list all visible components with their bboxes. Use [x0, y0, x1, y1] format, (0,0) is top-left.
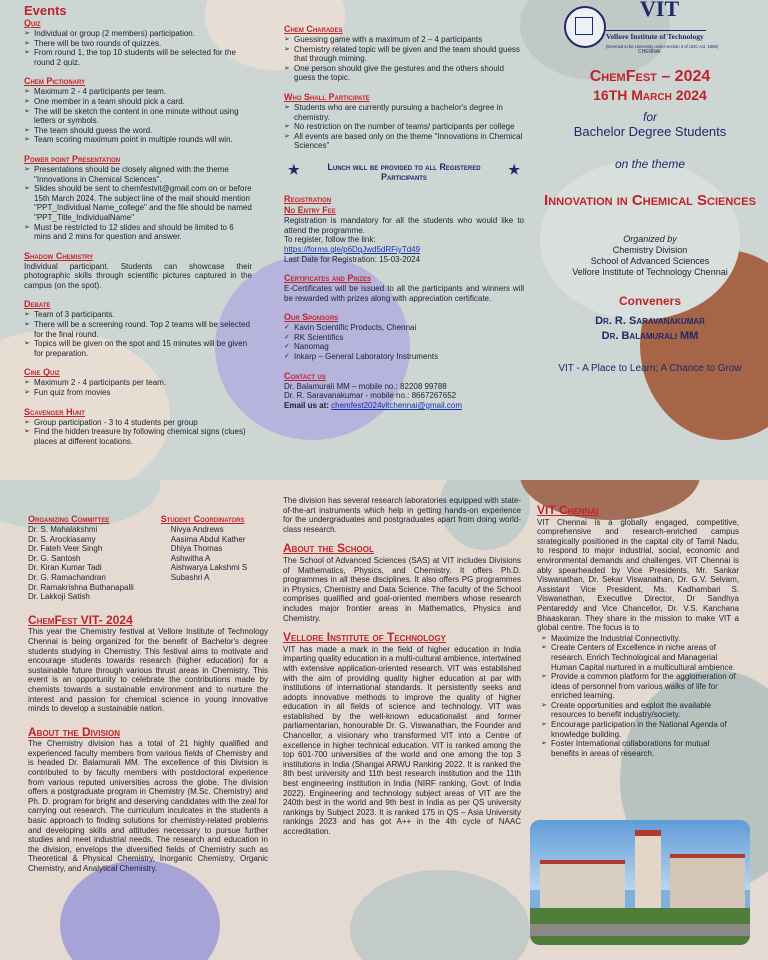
shadow-text: Individual participant. Students can showcase their photographic skills through scientific pictures captured in the campus (on the spot). [24, 261, 252, 290]
vit-title: Vellore Institute of Technology [283, 630, 446, 645]
list-item: ✓ RK Scientifics [294, 333, 524, 343]
list-item: ➢ Students who are currently pursuing a bachelor's degree in chemistry. [294, 103, 524, 122]
list-item: ➢ Must be restricted to 12 slides and should be limited to 6 mins and 2 mins for question and answer. [34, 223, 252, 242]
chemfest-title: ChemFest VIT- 2024 [28, 612, 133, 627]
for-label: for [642, 110, 657, 124]
fest-title: ChemFest – 2024 [589, 68, 711, 85]
member: Dr. G. Ramachandran [28, 572, 106, 582]
entry-fee: No Entry Fee [284, 205, 336, 216]
list-item: ➢ Guessing game with a maximum of 2 – 4 participants [294, 35, 524, 45]
list-item: ➢ Find the hidden treasure by following chemical signs (clues) places at different locations. [34, 427, 252, 446]
who-list [284, 103, 524, 151]
logo-sub: Vellore Institute of Technology [606, 32, 704, 41]
list-item: ➢ Fun quiz from movies [34, 388, 252, 398]
list-item: ➢ The will be sketch the content in one minute without using letters or symbols. [34, 107, 252, 126]
decor-blob [350, 870, 530, 960]
list-item: ➢ There will be a screening round. Top 2 teams will be selected for the final round. [34, 320, 252, 339]
logo-name: VIT [640, 0, 680, 21]
school-text: The School of Advanced Sciences (SAS) at VIT includes Divisions of Mathematics, Physics, and Chemistry. It offers Ph.D. programmes in all these disciplines. It also offers PG programmes in Physics, Chemistry and Data Science. The faculty of the School comprises qualified and goal-oriented members whose research includes major frontier areas in Mathematics, Physics and Chemistry. [283, 555, 521, 623]
certificates-title: Certificates and Prizes [284, 273, 372, 284]
contact-line: Dr. R. Saravanakumar - mobile no.: 8667267652 [284, 391, 457, 401]
list-item: ➢ Create Centers of Excellence in niche areas of research. Enrich Technological and Managerial Human Capital nurtured in a multicultural ambience. [551, 643, 739, 672]
list-item: ➢ One member in a team should pick a card. [34, 97, 252, 107]
list-item: ➢ Topics will be given on the spot and 15 minutes will be given for preparation. [34, 339, 252, 358]
member: Dr. Fateh Veer Singh [28, 544, 103, 554]
star-icon: ★ [288, 161, 300, 177]
registration-link-label: To register, follow the link: [284, 235, 376, 245]
ppt-list [24, 165, 252, 242]
registration-title: Registration [284, 194, 332, 205]
organized-by: Organized by [623, 233, 677, 244]
star-icon: ★ [508, 161, 520, 177]
debate-title: Debate [24, 299, 51, 310]
registration-link[interactable]: https://forms.gle/p6DqJwd5dRFiyTd49 [284, 244, 421, 254]
logo-small: (Deemed to be University under section 3 of UGC Act, 1956) [606, 44, 719, 49]
division-text-2: The division has several research laboratories equipped with state-of-the-art instruments which help in getting hands-on experience for the undergraduates and postgraduates apart from doing world-class research. [283, 496, 521, 534]
list-item: ➢ Group participation - 3 to 4 students per group [34, 418, 252, 428]
list-item: ➢ One person should give the gestures and the others should guess the topic. [294, 64, 524, 83]
list-item: ➢ Team of 3 participants. [34, 310, 252, 320]
charades-list [284, 35, 524, 83]
list-item: ➢ Team scoring maximum point in multiple rounds will win. [34, 135, 252, 145]
pictionary-title: Chem Pictionary [24, 76, 86, 87]
member: Nivya Andrews [170, 525, 224, 534]
committee-column [28, 514, 268, 874]
list-item: ➢ Presentations should be closely aligned with the theme "Innovations in Chemical Sciences". [34, 165, 252, 184]
list-item: ➢ Individual or group (2 members) participation. [34, 29, 252, 39]
list-item: ✓ Kavin Scientific Products, Chennai [294, 323, 524, 333]
contact-title: Contact us [284, 370, 326, 381]
member: Dr. S. Mahalakshmi [28, 525, 98, 534]
contact-email: Email us at: chemfest2024vitchennai@gmail.com [284, 400, 462, 410]
org-line: School of Advanced Sciences [590, 255, 710, 266]
member: Dr. Ramakrishna Buthanapalli [28, 582, 134, 592]
shadow-title: Shadow Chemistry [24, 250, 94, 261]
scavenger-title: Scavenger Hunt [24, 406, 85, 417]
ppt-title: Power point Presentation [24, 153, 121, 164]
division-text: The Chemistry division has a total of 21 highly qualified and experienced faculty members from various fields of Chemistry and is headed Dr. Balamurali MM. The excellence of this Division is contributed to by faculty members with postdoctoral experience from various reputed universities across the globe. The division offers a postgraduate program in Chemistry (M.Sc. Chemistry) and Ph. D. program for bright and deserving candidates with the zeal for carrying out research. The curriculum inculcates in the students a basic approach to finding solutions for chemistry-related problems and developing skills and attitudes necessary to pursue further studies and meet industrial needs. The research and education in the division, envelops the diversified fields of Chemistry such as Theoretical & Physical Chemistry, Inorganic Chemistry, Organic Chemistry, and Analytical Chemistry. [28, 739, 268, 873]
vitc-list [537, 634, 739, 759]
debate-list [24, 310, 252, 358]
list-item: ➢ Chemistry related topic will be given and the team should guess that through miming. [294, 45, 524, 64]
charades-title: Chem Charades [284, 24, 343, 34]
theme: Innovation in Chemical Sciences [544, 191, 756, 209]
info-column [284, 24, 524, 410]
vitc-column [537, 503, 739, 758]
pictionary-list [24, 87, 252, 145]
list-item: ➢ The team should guess the word. [34, 126, 252, 136]
quiz-list [24, 29, 252, 67]
audience: Bachelor Degree Students [573, 124, 727, 139]
convener: Dr. R. Saravanakumar [595, 314, 705, 327]
email-link[interactable]: chemfest2024vitchennai@gmail.com [331, 400, 462, 410]
org-line: Chemistry Division [612, 244, 688, 255]
last-date: Last Date for Registration: 15-03-2024 [284, 254, 421, 264]
fest-date: 16TH March 2024 [593, 87, 707, 103]
conveners-title: Conveners [618, 293, 682, 308]
member: Aishwarya Lakshmi S [170, 563, 248, 573]
list-item: ➢ Maximum 2 - 4 participants per team. [34, 378, 252, 388]
who-title: Who Shall Participate [284, 91, 370, 102]
list-item: ➢ All events are based only on the theme "Innovations in Chemical Sciences" [294, 132, 524, 151]
division-title: About the Division [28, 724, 121, 739]
member: Dr. G. Santosh [28, 553, 81, 563]
certificates-text: E-Certificates will be issued to all the participants and winners will be rewarded with prizes along with appreciation certificate. [284, 284, 524, 303]
list-item: ➢ Create opportunities and exploit the available resources to benefit industry/society. [551, 701, 739, 720]
cover-panel [536, 0, 764, 374]
list-item: ➢ From round 1, the top 10 students will be selected for the round 2 quiz. [34, 48, 252, 67]
list-item: ➢ Foster International collaborations for mutual benefits in areas of research. [551, 739, 739, 758]
campus-photo [530, 820, 750, 945]
quiz-title: Quiz [24, 18, 41, 28]
cine-title: Cine Quiz [24, 367, 60, 378]
chemfest-text: This year the Chemistry festival at Vellore Institute of Technology Chennai is being organized for the benefit of Bachelor's degree students studying in Chemistry. This festival aims to motivate and encourage students towards research (higher education) for a sustainable future through various thrust areas in Chemistry. This event is an opportunity to celebrate the contributions made by chemists towards a sustainable environment and to nurture the interest and passion for chemical science in young innovative minds to develop a sustainable nation. [28, 627, 268, 714]
committee-title: Organizing Committee [28, 514, 110, 524]
vit-emblem [564, 6, 606, 48]
member: Subashri A [170, 572, 210, 582]
member: Dr. Lakkoji Satish [28, 592, 90, 602]
contact-line: Dr. Balamurali MM – mobile no.: 82208 99788 [284, 381, 447, 391]
on-theme: on the theme [614, 157, 686, 171]
vit-logo [536, 0, 764, 60]
vit-text: VIT has made a mark in the field of higher education in India imparting quality education in a multi-cultural ambience, intertwined with extensive application-oriented research. VIT was established with the aim of providing quality higher education at par with institutions of international standards. It persistently seeks and adopts innovative methods to improve the quality of higher education in all fields of science and technology. VIT was established by the well-known educationalist and former parliamentarian, honourable Dr. G. Viswanathan, the Founder and Chancellor, a visionary who transformed VIT into a Centre of excellence in higher technical education. VIT is ranked among the top 601-700 universities of the world and one among the top 3 institutions in India (Shangai ARWU Ranking 2022. It is ranked the 8th best university and 11th best research institution and the 11th best engineering institution in India (NIRF ranking, Govt. of India 2022). Engineering and technology subject areas of VIT are the 240th best in the world and 9th best in India as per QS university rankings by Subject 2023. It is ranked 175 in QS – Asia University rankings 2023 and has got A++ in the 4th cycle of NAAC accreditation. [283, 644, 521, 836]
list-item: ➢ Maximize the Industrial Connectivity. [551, 634, 739, 644]
tagline: VIT - A Place to Learn; A Chance to Grow [558, 362, 742, 374]
decor-blob [60, 860, 220, 960]
school-title: About the School [283, 541, 374, 556]
list-item: ➢ No restriction on the number of teams/ participants per college [294, 122, 524, 132]
logo-city: CHENNAI [638, 49, 661, 55]
list-item: ➢ Provide a common platform for the agglomeration of ideas of personnel from various walks of life for enriched learning. [551, 672, 739, 701]
list-item: ➢ Slides should be sent to chemfestvit@gmail.com on or before 15th March 2024. The subject line of the mail should mention "PPT_Individual Name_college" and the file should be named "PPT_Title_IndividualName" [34, 184, 252, 222]
list-item: ✓ Nanomag [294, 342, 524, 352]
vitc-title: VIT Chennai [537, 503, 599, 517]
events-title: Events [24, 3, 67, 18]
bottom-page [0, 480, 768, 960]
list-item: ➢ Encourage participation in the National Agenda of knowledge building. [551, 720, 739, 739]
students-title: Student Coordinators [160, 514, 245, 524]
member: Dr. S. Arockiasamy [28, 534, 96, 544]
lunch-note: ★ Lunch will be provided to all Registered Participants ★ [288, 161, 520, 182]
member: Dhiya Thomas [170, 544, 223, 554]
member: Aasima Abdul Kather [170, 534, 246, 544]
scavenger-list [24, 418, 252, 447]
events-column [24, 4, 252, 446]
about-column [283, 496, 521, 837]
registration-text: Registration is mandatory for all the students who would like to attend the programme. [284, 216, 524, 235]
list-item: ✓ Inkarp – General Laboratory Instruments [294, 352, 524, 362]
list-item: ➢ There will be two rounds of quizzes. [34, 39, 252, 49]
org-line: Vellore Institute of Technology Chennai [572, 266, 728, 277]
convener: Dr. Balamurali MM [601, 329, 699, 342]
member: Dr. Kiran Kumar Tadi [28, 563, 102, 573]
member: Ashwitha A [170, 553, 211, 563]
cine-list [24, 378, 252, 397]
sponsors-title: Our Sponsors [284, 312, 339, 323]
vitc-text: VIT Chennai is a globally engaged, competitive, comprehensive and research-enriched campus strategically positioned in the capital city of Tamil Nadu, to respond to major industrial, social, economic and environmental demands and challenges. VIT Chennai is ably spearheaded by Vice Presidents, Mr. Sankar Viswanathan, Dr. Sekar Viswanathan, Dr. G.V. Selvam, Assistant Vice President, Ms. Kadhambari S. Viswanathan, Executive Director, Dr Sandhya Pentareddy and Vice Chancellor, Dr. V.S. Kanchana Bhaaskaran. They share in the mission to make VIT a global centre. The focus is to [537, 517, 739, 633]
sponsors-list [284, 323, 524, 361]
list-item: ➢ Maximum 2 - 4 participants per team. [34, 87, 252, 97]
